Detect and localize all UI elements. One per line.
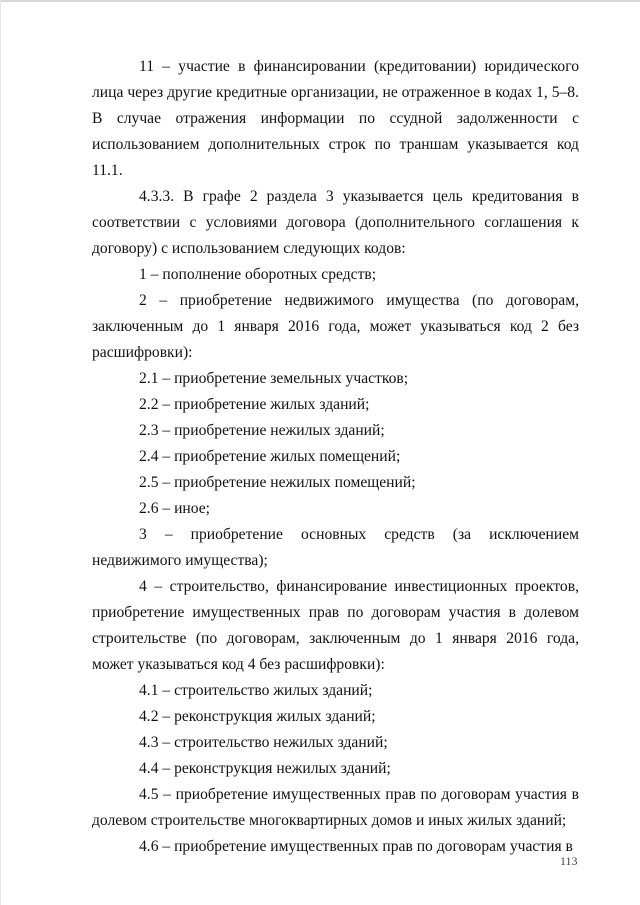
paragraph: 11 – участие в финансировании (кредитовании) юридического лица через другие кредитные организации, не отраженное в кодах 1, 5–8. В случае отражения информации по ссудной задолженности с использованием дополнительных строк по траншам указывается код 11.1. <box>92 58 579 179</box>
document-body <box>92 54 579 860</box>
paragraph: 4.3.3. В графе 2 раздела 3 указывается цель кредитования в соответствии с условиями договора (дополнительного соглашения к договору) с использованием следующих кодов: <box>92 188 579 257</box>
paragraph: 4 – строительство, финансирование инвестиционных проектов, приобретение имущественных прав по договорам участия в долевом строительстве (по договорам, заключенным до 1 января 2016 года, может указываться код 4 без расшифровки): <box>92 578 579 673</box>
paragraph: 3 – приобретение основных средств (за исключением недвижимого имущества); <box>92 526 579 569</box>
paragraph: 1 – пополнение оборотных средств; <box>139 266 377 283</box>
paragraph: 2.2 – приобретение жилых зданий; <box>139 396 370 413</box>
paragraph: 4.2 – реконструкция жилых зданий; <box>139 708 376 725</box>
paragraph: 2.3 – приобретение нежилых зданий; <box>139 422 385 439</box>
paragraph: 2 – приобретение недвижимого имущества (по договорам, заключенным до 1 января 2016 года, может указываться код 2 без расшифровки): <box>92 292 579 361</box>
paragraph: 4.1 – строительство жилых зданий; <box>139 682 373 699</box>
page-edge-top <box>0 0 640 2</box>
page-number: 113 <box>560 854 578 868</box>
paragraph: 2.1 – приобретение земельных участков; <box>139 370 409 387</box>
paragraph: 4.4 – реконструкция нежилых зданий; <box>139 760 391 777</box>
paragraph: 4.6 – приобретение имущественных прав по договорам участия в <box>139 838 573 855</box>
paragraph: 2.4 – приобретение жилых помещений; <box>139 448 401 465</box>
paragraph: 4.3 – строительство нежилых зданий; <box>139 734 388 751</box>
paragraph: 2.6 – иное; <box>139 500 211 517</box>
paragraph: 4.5 – приобретение имущественных прав по договорам участия в долевом строительстве многоквартирных домов и иных жилых зданий; <box>92 786 579 829</box>
page-edge-left <box>0 0 1 905</box>
paragraph: 2.5 – приобретение нежилых помещений; <box>139 474 416 491</box>
